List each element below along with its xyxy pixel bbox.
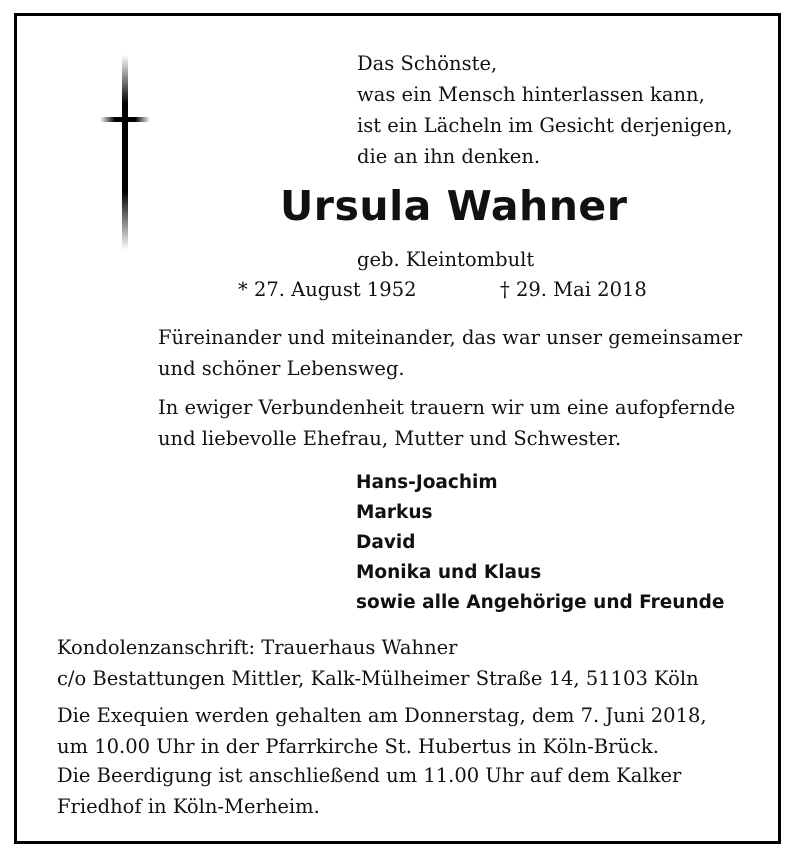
signer: Hans-Joachim (356, 472, 498, 493)
burial-line: Die Beerdigung ist anschließend um 11.00 Uhr auf dem Kalker (57, 764, 682, 787)
signers-list (356, 468, 724, 618)
condolence-line: Kondolenzanschrift: Trauerhaus Wahner (57, 636, 458, 659)
signer: Markus (356, 502, 433, 523)
paragraph-line: In ewiger Verbundenheit trauern wir um eine aufopfernde (158, 396, 736, 419)
deceased-name: Ursula Wahner (280, 182, 628, 230)
poem-line: was ein Mensch hinterlassen kann, (357, 83, 705, 106)
death-date: † 29. Mai 2018 (500, 278, 647, 301)
signer: sowie alle Angehörige und Freunde (356, 592, 725, 613)
birth-date: * 27. August 1952 (238, 278, 417, 301)
condolence-address (57, 632, 699, 694)
birth-name: geb. Kleintombult (357, 248, 535, 271)
exequies-info (57, 700, 707, 762)
paragraph-1 (158, 322, 742, 384)
exequies-line: Die Exequien werden gehalten am Donnerstag, dem 7. Juni 2018, (57, 704, 707, 727)
cross-icon (100, 55, 150, 250)
signer: Monika und Klaus (356, 562, 542, 583)
paragraph-line: und schöner Lebensweg. (158, 357, 405, 380)
poem-line: Das Schönste, (357, 52, 498, 75)
exequies-line: um 10.00 Uhr in der Pfarrkirche St. Hubertus in Köln-Brück. (57, 735, 659, 758)
poem-line: die an ihn denken. (357, 145, 541, 168)
paragraph-line: Füreinander und miteinander, das war unser gemeinsamer (158, 326, 743, 349)
poem-line: ist ein Lächeln im Gesicht derjenigen, (357, 114, 733, 137)
condolence-line: c/o Bestattungen Mittler, Kalk-Mülheimer Straße 14, 51103 Köln (57, 667, 699, 690)
burial-info (57, 760, 681, 822)
poem (357, 48, 733, 172)
burial-line: Friedhof in Köln-Merheim. (57, 795, 320, 818)
paragraph-line: und liebevolle Ehefrau, Mutter und Schwester. (158, 427, 622, 450)
paragraph-2 (158, 392, 735, 454)
signer: David (356, 532, 416, 553)
